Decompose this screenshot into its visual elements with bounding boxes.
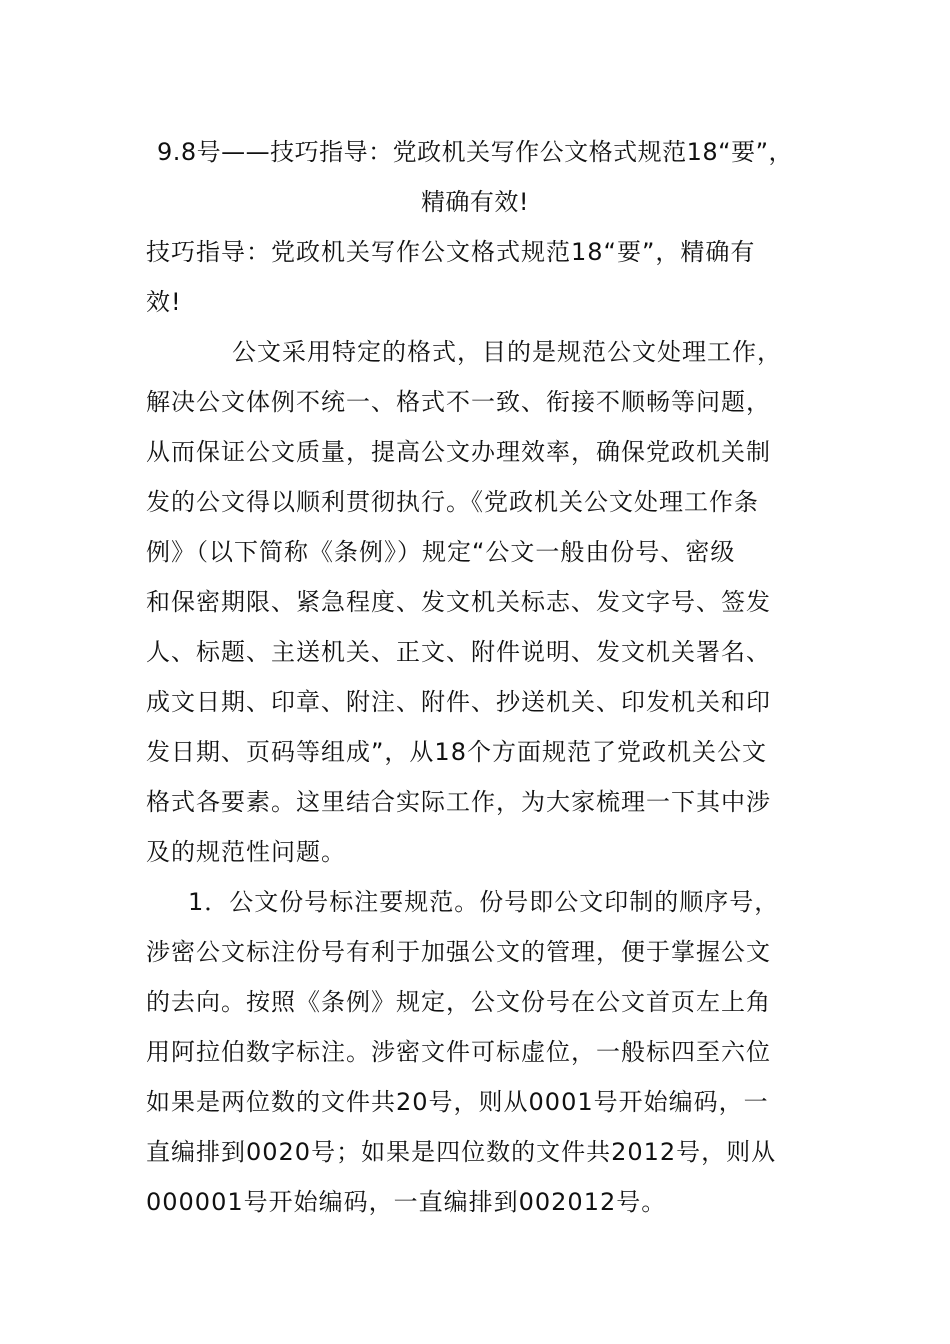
subtitle-line-1: 技巧指导：党政机关写作公文格式规范18“要”，精确有 <box>146 238 756 266</box>
paragraph-line: 成文日期、印章、附注、附件、抄送机关、印发机关和印 <box>146 688 771 716</box>
paragraph-line: 直编排到0020号；如果是四位数的文件共2012号，则从 <box>146 1138 777 1166</box>
document-title-line-1: 9.8号——技巧指导：党政机关写作公文格式规范18“要”， <box>156 138 794 166</box>
paragraph-line: 如果是两位数的文件共20号，则从0001号开始编码，一 <box>146 1088 769 1116</box>
paragraph-line: 涉密公文标注份号有利于加强公文的管理，便于掌握公文 <box>146 938 771 966</box>
paragraph-line: 解决公文体例不统一、格式不一致、衔接不顺畅等问题， <box>146 388 771 416</box>
paragraph-line: 例》（以下简称《条例》）规定“公文一般由份号、密级 <box>146 538 736 566</box>
paragraph-line: 格式各要素。这里结合实际工作，为大家梳理一下其中涉 <box>146 788 771 816</box>
paragraph-line: 1．公文份号标注要规范。份号即公文印制的顺序号， <box>188 888 780 916</box>
subtitle-line-2: 效! <box>146 288 182 316</box>
paragraph-line: 用阿拉伯数字标注。涉密文件可标虚位，一般标四至六位 <box>146 1038 771 1066</box>
paragraph-line: 和保密期限、紧急程度、发文机关标志、发文字号、签发 <box>146 588 771 616</box>
paragraph-line: 发日期、页码等组成”，从18个方面规范了党政机关公文 <box>146 738 767 766</box>
paragraph-line: 人、标题、主送机关、正文、附件说明、发文机关署名、 <box>146 638 771 666</box>
paragraph-line: 发的公文得以顺利贯彻执行。《党政机关公文处理工作条 <box>146 488 759 516</box>
paragraph-line: 从而保证公文质量，提高公文办理效率，确保党政机关制 <box>146 438 771 466</box>
paragraph-line: 及的规范性问题。 <box>146 838 346 866</box>
document-title-line-2: 精确有效! <box>420 188 530 216</box>
paragraph-line: 公文采用特定的格式，目的是规范公文处理工作， <box>232 338 782 366</box>
paragraph-line: 的去向。按照《条例》规定，公文份号在公文首页左上角 <box>146 988 771 1016</box>
paragraph-line: 000001号开始编码，一直编排到002012号。 <box>146 1188 667 1216</box>
